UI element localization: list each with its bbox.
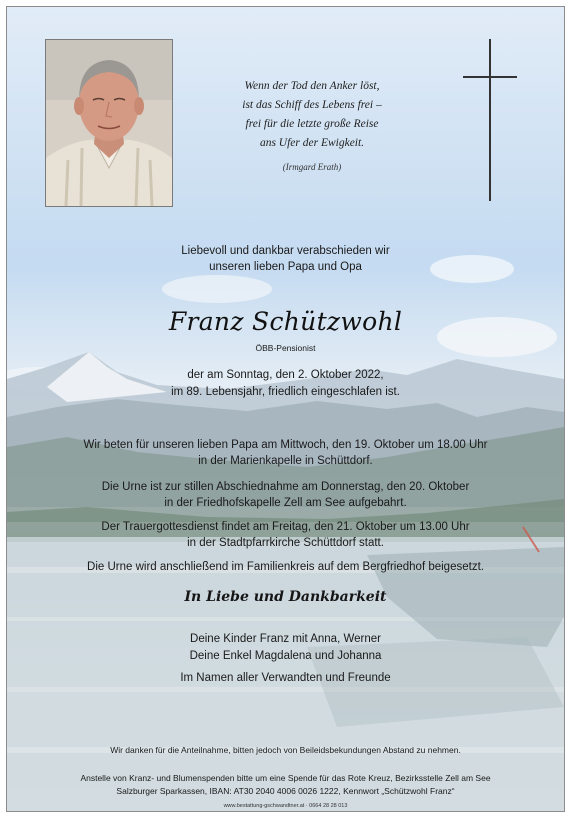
service-burial — [37, 559, 534, 575]
service-viewing — [37, 479, 534, 511]
poem-line: Wenn der Tod den Anker löst, — [244, 80, 380, 92]
death-line: der am Sonntag, den 2. Oktober 2022, — [187, 369, 384, 381]
mourner-line: Deine Enkel Magdalena und Johanna — [189, 650, 382, 662]
thanks-note: Wir danken für die Anteilnahme, bitten jedoch von Beileidsbekundungen Abstand zu nehmen. — [110, 745, 461, 755]
funeral-home-footer: www.bestattung-gschwandtner.at · 0664 28 28 013 — [223, 803, 348, 809]
closing-phrase: In Liebe und Dankbarkeit — [184, 589, 387, 605]
poem-line: ist das Schiff des Lebens frei – — [242, 99, 382, 111]
obituary-card — [6, 6, 565, 812]
intro-line: unseren lieben Papa und Opa — [209, 261, 362, 273]
poem — [197, 77, 427, 153]
death-notice — [107, 367, 464, 401]
poem-line: frei für die letzte große Reise — [245, 118, 379, 130]
service-line: Die Urne wird anschließend im Familienkreis auf dem Bergfriedhof beigesetzt. — [87, 561, 484, 573]
service-line: in der Marienkapelle in Schüttdorf. — [198, 455, 373, 467]
portrait-photo — [45, 39, 173, 207]
deceased-name: Franz Schützwohl — [168, 307, 403, 336]
poem-author: (Irmgard Erath) — [282, 162, 342, 172]
service-line: in der Stadtpfarrkirche Schüttdorf statt. — [187, 537, 384, 549]
donation-line: Anstelle von Kranz- und Blumenspenden bitte um eine Spende für das Rote Kreuz, Bezirksstelle Zell am See — [80, 773, 491, 783]
cross-icon — [489, 39, 491, 201]
cross-icon-bar — [463, 76, 517, 78]
donation-line: Salzburger Sparkassen, IBAN: AT30 2040 4006 0026 1222, Kennwort „Schützwohl Franz“ — [116, 786, 455, 796]
service-rosary — [37, 437, 534, 469]
service-line: Der Trauergottesdienst findet am Freitag, den 21. Oktober um 13.00 Uhr — [101, 521, 470, 533]
deceased-occupation: ÖBB-Pensionist — [255, 343, 316, 353]
donation-note — [27, 772, 544, 798]
service-mass — [37, 519, 534, 551]
intro-text — [107, 243, 464, 275]
mourner-line: Im Namen aller Verwandten und Freunde — [180, 672, 391, 684]
death-line: im 89. Lebensjahr, friedlich eingeschlafen ist. — [171, 386, 400, 398]
intro-line: Liebevoll und dankbar verabschieden wir — [181, 245, 390, 257]
service-line: Die Urne ist zur stillen Abschiednahme am Donnerstag, den 20. Oktober — [101, 481, 470, 493]
service-line: in der Friedhofskapelle Zell am See aufgebahrt. — [164, 497, 407, 509]
mourners — [107, 631, 464, 687]
poem-line: ans Ufer der Ewigkeit. — [259, 137, 365, 149]
mourner-line: Deine Kinder Franz mit Anna, Werner — [190, 633, 381, 645]
service-line: Wir beten für unseren lieben Papa am Mittwoch, den 19. Oktober um 18.00 Uhr — [83, 439, 488, 451]
